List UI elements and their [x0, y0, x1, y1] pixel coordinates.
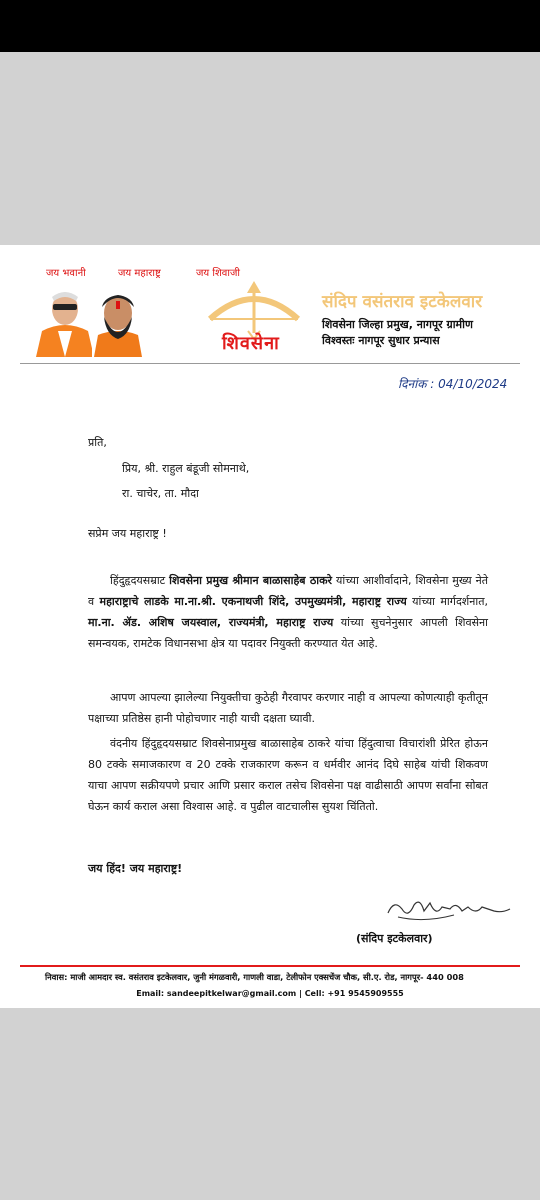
- letter-date: दिनांक : 04/10/2024: [398, 377, 508, 391]
- letter-page: [0, 245, 540, 1008]
- p1-part-c: यांच्या आशीर्वादाने, शिवसेना मुख्य नेते व: [88, 574, 488, 608]
- p1-part-e: यांच्या मार्गदर्शनात,: [406, 595, 488, 608]
- p1-part-h: नियुक्ती करण्यात येत आहे.: [270, 637, 378, 650]
- greeting: सप्रेम जय महाराष्ट्र !: [88, 527, 167, 540]
- top-black-band: [0, 0, 540, 52]
- leader-portraits: [34, 281, 146, 357]
- body-paragraph-3: [88, 733, 488, 817]
- body-paragraph-1: [88, 570, 488, 654]
- closing-salutation: जय हिंद! जय महाराष्ट्र!: [88, 862, 183, 875]
- handwritten-signature: [384, 895, 514, 925]
- slogan-jai-maharashtra: जय महाराष्ट्र: [118, 268, 161, 279]
- body-paragraph-2: [88, 687, 488, 729]
- sender-role-1: शिवसेना जिल्हा प्रमुख, नागपूर ग्रामीण: [322, 318, 473, 331]
- footer-contact: Email: sandeepitkelwar@gmail.com | Cell: +91 9545909555: [136, 989, 404, 998]
- p2-text: आपण आपल्या झालेल्या नियुक्तीचा कुठेही गैरवापर करणार नाही व आपल्या कोणत्याही कृतीतून पक्षाच्या प्रतिष्ठेस हानी पोहोचणार नाही याची दक्षता घ्यावी.: [88, 691, 488, 725]
- footer-address: निवास: माजी आमदार स्व. वसंतराव इटकेलवार, जुनी मंगळवारी, गाणली वाडा, टेलीफोन एक्सचेंज चौक, सी.ए. रोड, नागपूर- 440 008: [45, 972, 464, 982]
- p1-part-f: मा.ना. ॲड. अशिष जयस्वाल, राज्यमंत्री, महाराष्ट्र राज्य: [88, 616, 334, 629]
- recipient-address: रा. चाचेर, ता. मौदा: [122, 487, 199, 500]
- recipient-label: प्रति,: [88, 436, 107, 449]
- sender-name-heading: संदिप वसंतराव इटकेलवार: [322, 292, 483, 312]
- signer-name: (संदिप इटकेलवार): [356, 932, 433, 945]
- portrait-anand-dighe: [92, 287, 144, 357]
- p1-part-g: यांच्या सुचनेनुसार आपली शिवसेना समन्वयक, रामटेक विधानसभा क्षेत्र या पदावर: [88, 616, 488, 650]
- footer-divider: [20, 965, 520, 967]
- portrait-balasaheb: [34, 281, 96, 357]
- party-name: शिवसेना: [222, 333, 280, 354]
- p3-text: वंदनीय हिंदुहृदयसम्राट शिवसेनाप्रमुख बाळासाहेब ठाकरे यांचा हिंदुत्वाचा विचारांशी प्रेरित होऊन 80 टक्के समाजकारण व 20 टक्के राजकारण करून व धर्मवीर आनंद दिघे साहेब यांची शिकवण याचा आपण सक्रीयपणे प्रचार आणि प्रसार कराल तसेच शिवसेना पक्ष वाढीसाठी आपण सर्वांना सोबत घेऊन कार्य कराल असा विश्वास आहे. व पुढील वाटचालीस सुयश चिंतितो.: [88, 737, 488, 813]
- top-gray-margin: [0, 52, 540, 245]
- p1-part-d: महाराष्ट्राचे लाडके मा.ना.श्री. एकनाथजी शिंदे, उपमुख्यमंत्री, महाराष्ट्र राज्य: [99, 595, 407, 608]
- header-divider: [20, 363, 520, 364]
- sender-role-2: विश्वस्तः नागपूर सुधार प्रन्यास: [322, 334, 440, 347]
- recipient-name: प्रिय, श्री. राहुल बंडूजी सोमनाथे,: [122, 462, 250, 475]
- bottom-gray-margin: [0, 1008, 540, 1200]
- slogan-jai-shivaji: जय शिवाजी: [196, 268, 240, 279]
- slogan-jai-bhavani: जय भवानी: [46, 268, 86, 279]
- p1-part-b: शिवसेना प्रमुख श्रीमान बाळासाहेब ठाकरे: [169, 574, 333, 587]
- p1-part-a: हिंदुहृदयसम्राट: [110, 574, 170, 587]
